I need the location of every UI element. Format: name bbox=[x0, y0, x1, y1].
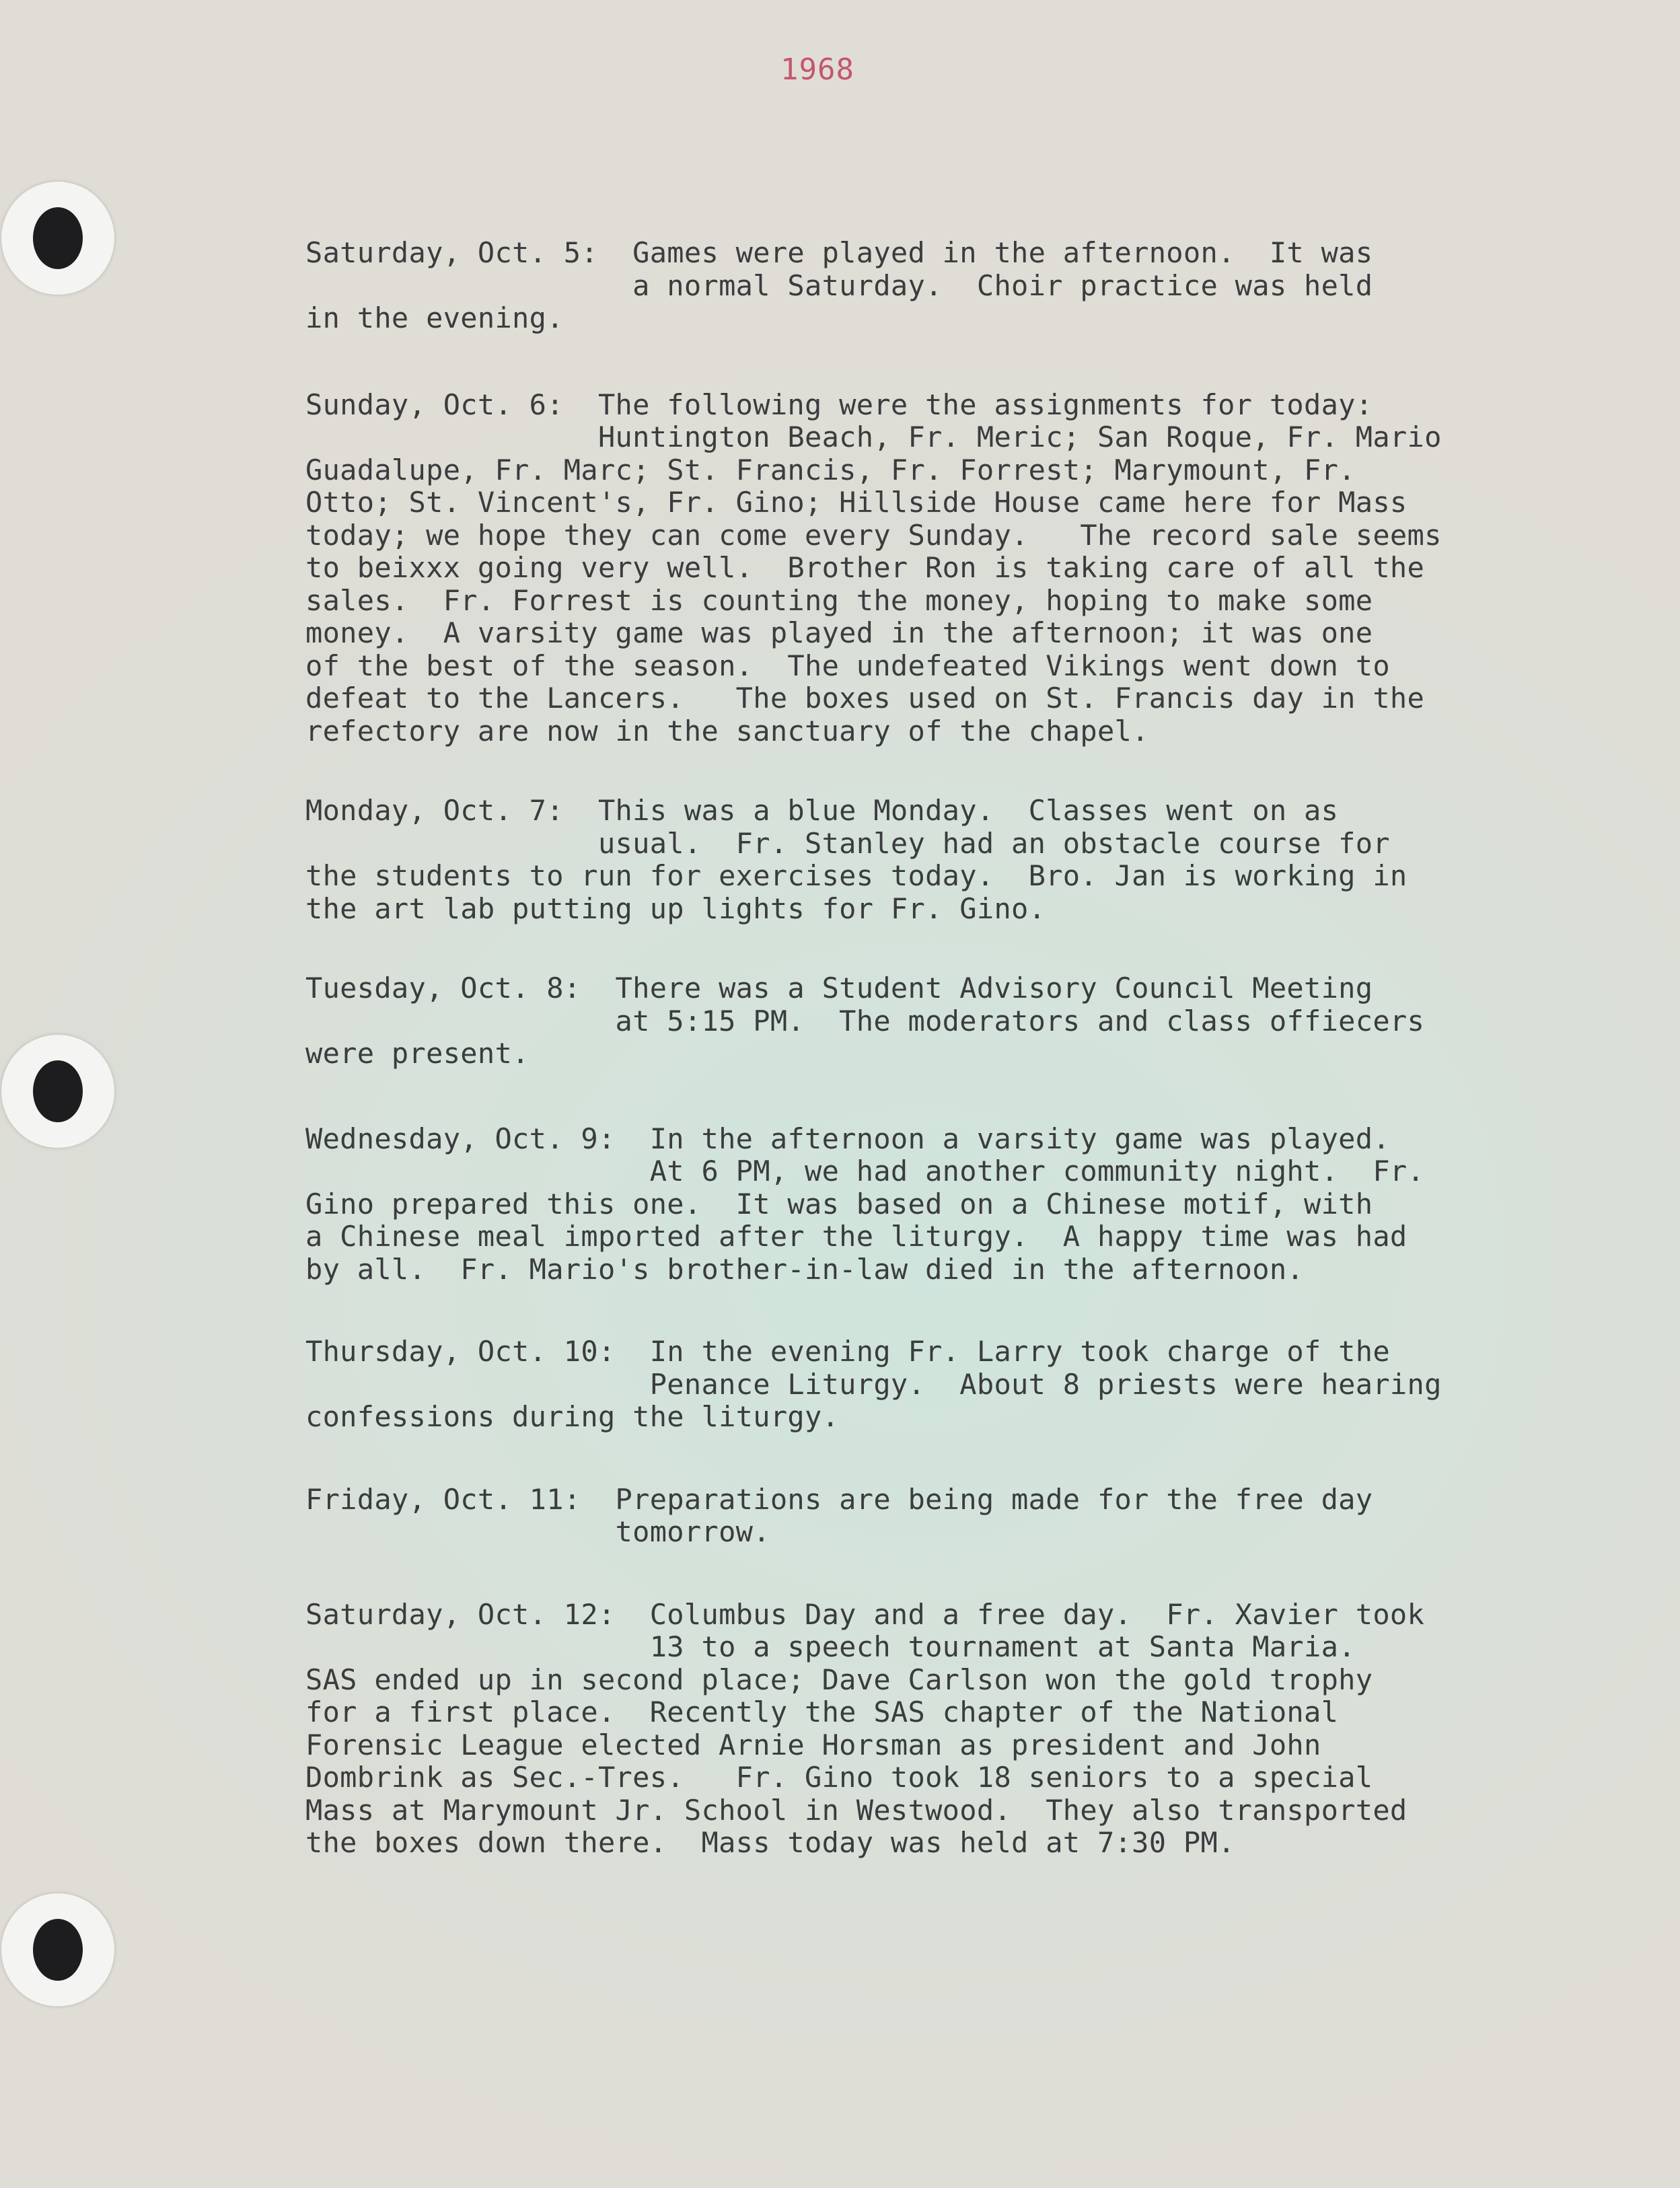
year-heading: 1968 bbox=[780, 52, 854, 87]
entry-oct-8: Tuesday, Oct. 8: There was a Student Advisory Council Meeting at 5:15 PM. The moderators and class offiecers were present. bbox=[305, 972, 1425, 1070]
entry-oct-5: Saturday, Oct. 5: Games were played in the afternoon. It was a normal Saturday. Choir practice was held in the evening. bbox=[305, 236, 1373, 334]
diary-entries bbox=[305, 237, 1678, 1860]
binder-hole-bottom bbox=[1, 1893, 114, 2006]
entry-oct-10: Thursday, Oct. 10: In the evening Fr. Larry took charge of the Penance Liturgy. About 8 priests were hearing confessions during the liturgy. bbox=[305, 1335, 1442, 1433]
entry-oct-11: Friday, Oct. 11: Preparations are being made for the free day tomorrow. bbox=[305, 1482, 1373, 1548]
binder-hole-top bbox=[1, 182, 114, 295]
entry-oct-6: Sunday, Oct. 6: The following were the assignments for today: Huntington Beach, Fr. Meric; San Roque, Fr. Mario Guadalupe, Fr. Marc; St. Francis, Fr. Forrest; Marymount, Fr. Otto; St. Vincent's, Fr. Gino; Hillside House came here for Mass today; we hope they can come every Sunday. The record sale seems to beixxx going very well. Brother Ron is taking care of all the sales. Fr. Forrest is counting the money, hoping to make some money. A varsity game was played in the afternoon; it was one of the best of the season. The undefeated Vikings went down to defeat to the Lancers. The boxes used on St. Francis day in the refectory are now in the sanctuary of the chapel. bbox=[305, 388, 1442, 747]
entry-oct-12: Saturday, Oct. 12: Columbus Day and a free day. Fr. Xavier took 13 to a speech tournament at Santa Maria. SAS ended up in second place; Dave Carlson won the gold trophy for a first place. Recently the SAS chapter of the National Forensic League elected Arnie Horsman as president and John Dombrink as Sec.-Tres. Fr. Gino took 18 seniors to a special Mass at Marymount Jr. School in Westwood. They also transported the boxes down there. Mass today was held at 7:30 PM. bbox=[305, 1597, 1425, 1859]
entry-oct-9: Wednesday, Oct. 9: In the afternoon a varsity game was played. At 6 PM, we had another community night. Fr. Gino prepared this one. It was based on a Chinese motif, with a Chinese meal imported after the liturgy. A happy time was had by all. Fr. Mario's brother-in-law died in the afternoon. bbox=[305, 1122, 1425, 1286]
binder-hole-middle bbox=[1, 1035, 114, 1148]
entry-oct-7: Monday, Oct. 7: This was a blue Monday. Classes went on as usual. Fr. Stanley had an obstacle course for the students to run for exercises today. Bro. Jan is working in the art lab putting up lights for Fr. Gino. bbox=[305, 794, 1408, 925]
